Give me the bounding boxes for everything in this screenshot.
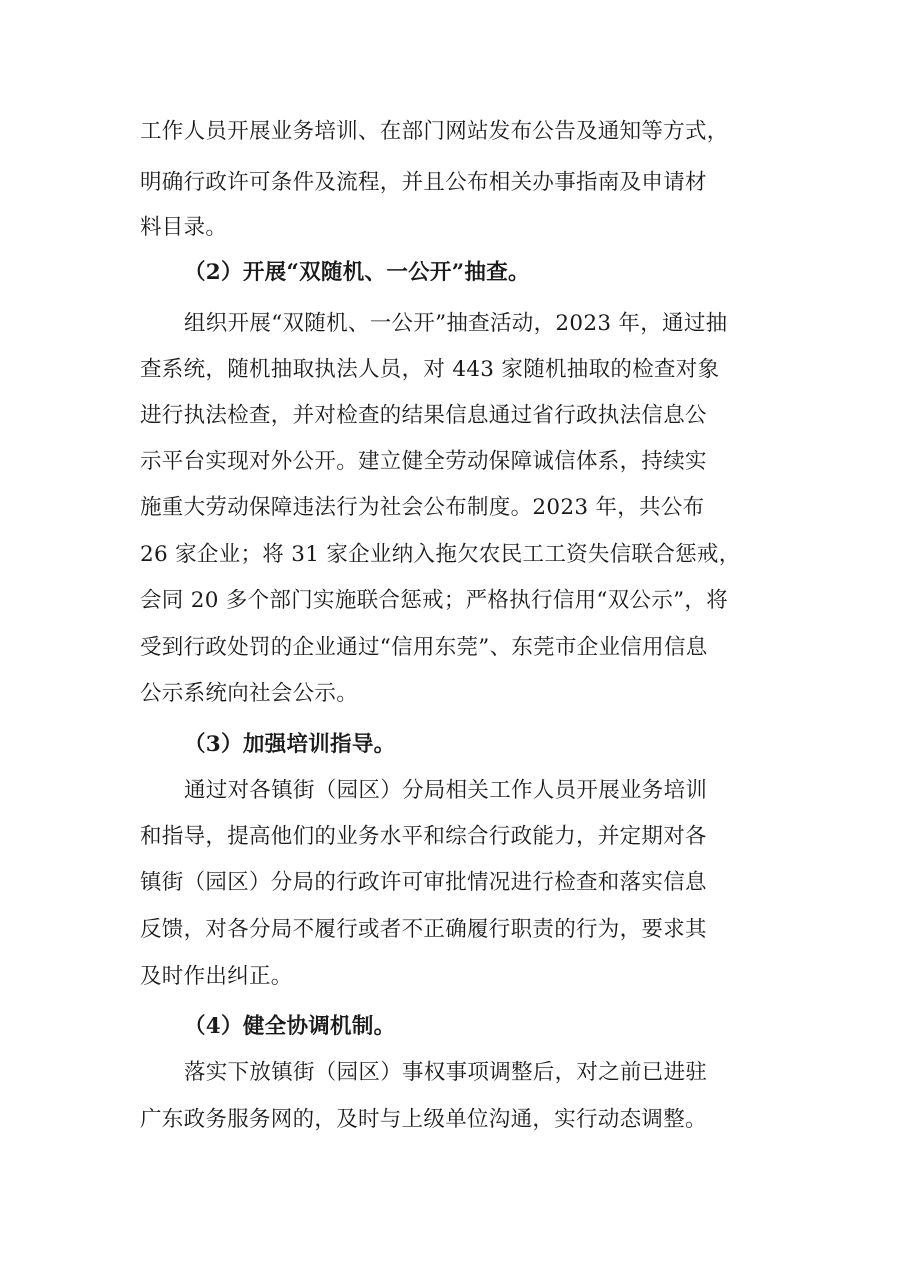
paragraph-line: 组织开展“双随机、一公开”抽查活动，2023 年，通过抽 bbox=[184, 311, 728, 336]
paragraph-line: 示平台实现对外公开。建立健全劳动保障诚信体系，持续实 bbox=[140, 449, 707, 474]
paragraph-line: 落实下放镇街（园区）事权事项调整后，对之前已进驻 bbox=[184, 1060, 708, 1085]
paragraph-line: 广东政务服务网的，及时与上级单位沟通，实行动态调整。 bbox=[140, 1107, 707, 1132]
paragraph-line: 受到行政处罚的企业通过“信用东莞”、东莞市企业信用信息 bbox=[140, 635, 708, 660]
paragraph-line: 明确行政许可条件及流程，并且公布相关办事指南及申请材 bbox=[140, 170, 707, 195]
paragraph-line: 查系统，随机抽取执法人员，对 443 家随机抽取的检查对象 bbox=[140, 357, 720, 382]
paragraph-line: 镇街（园区）分局的行政许可审批情况进行检查和落实信息 bbox=[140, 870, 707, 895]
section-heading-4: （4）健全协调机制。 bbox=[184, 1014, 396, 1039]
section-heading-3: （3）加强培训指导。 bbox=[184, 732, 396, 757]
paragraph-line: 进行执法检查，并对检查的结果信息通过省行政执法信息公 bbox=[140, 403, 707, 428]
paragraph-line: 和指导，提高他们的业务水平和综合行政能力，并定期对各 bbox=[140, 824, 707, 849]
paragraph-line: 公示系统向社会公示。 bbox=[140, 681, 359, 706]
paragraph-line: 会同 20 多个部门实施联合惩戒；严格执行信用“双公示”，将 bbox=[140, 588, 729, 613]
paragraph-line: 施重大劳动保障违法行为社会公布制度。2023 年，共公布 bbox=[140, 495, 705, 520]
paragraph-line: 及时作出纠正。 bbox=[140, 964, 293, 989]
paragraph-line: 料目录。 bbox=[140, 215, 228, 240]
paragraph-line: 反馈，对各分局不履行或者不正确履行职责的行为，要求其 bbox=[140, 917, 707, 942]
paragraph-line: 26 家企业；将 31 家企业纳入拖欠农民工工资失信联合惩戒， bbox=[140, 542, 741, 567]
paragraph-line: 工作人员开展业务培训、在部门网站发布公告及通知等方式， bbox=[140, 119, 729, 144]
section-heading-2: （2）开展“双随机、一公开”抽查。 bbox=[184, 260, 530, 285]
paragraph-line: 通过对各镇街（园区）分局相关工作人员开展业务培训 bbox=[184, 778, 708, 803]
